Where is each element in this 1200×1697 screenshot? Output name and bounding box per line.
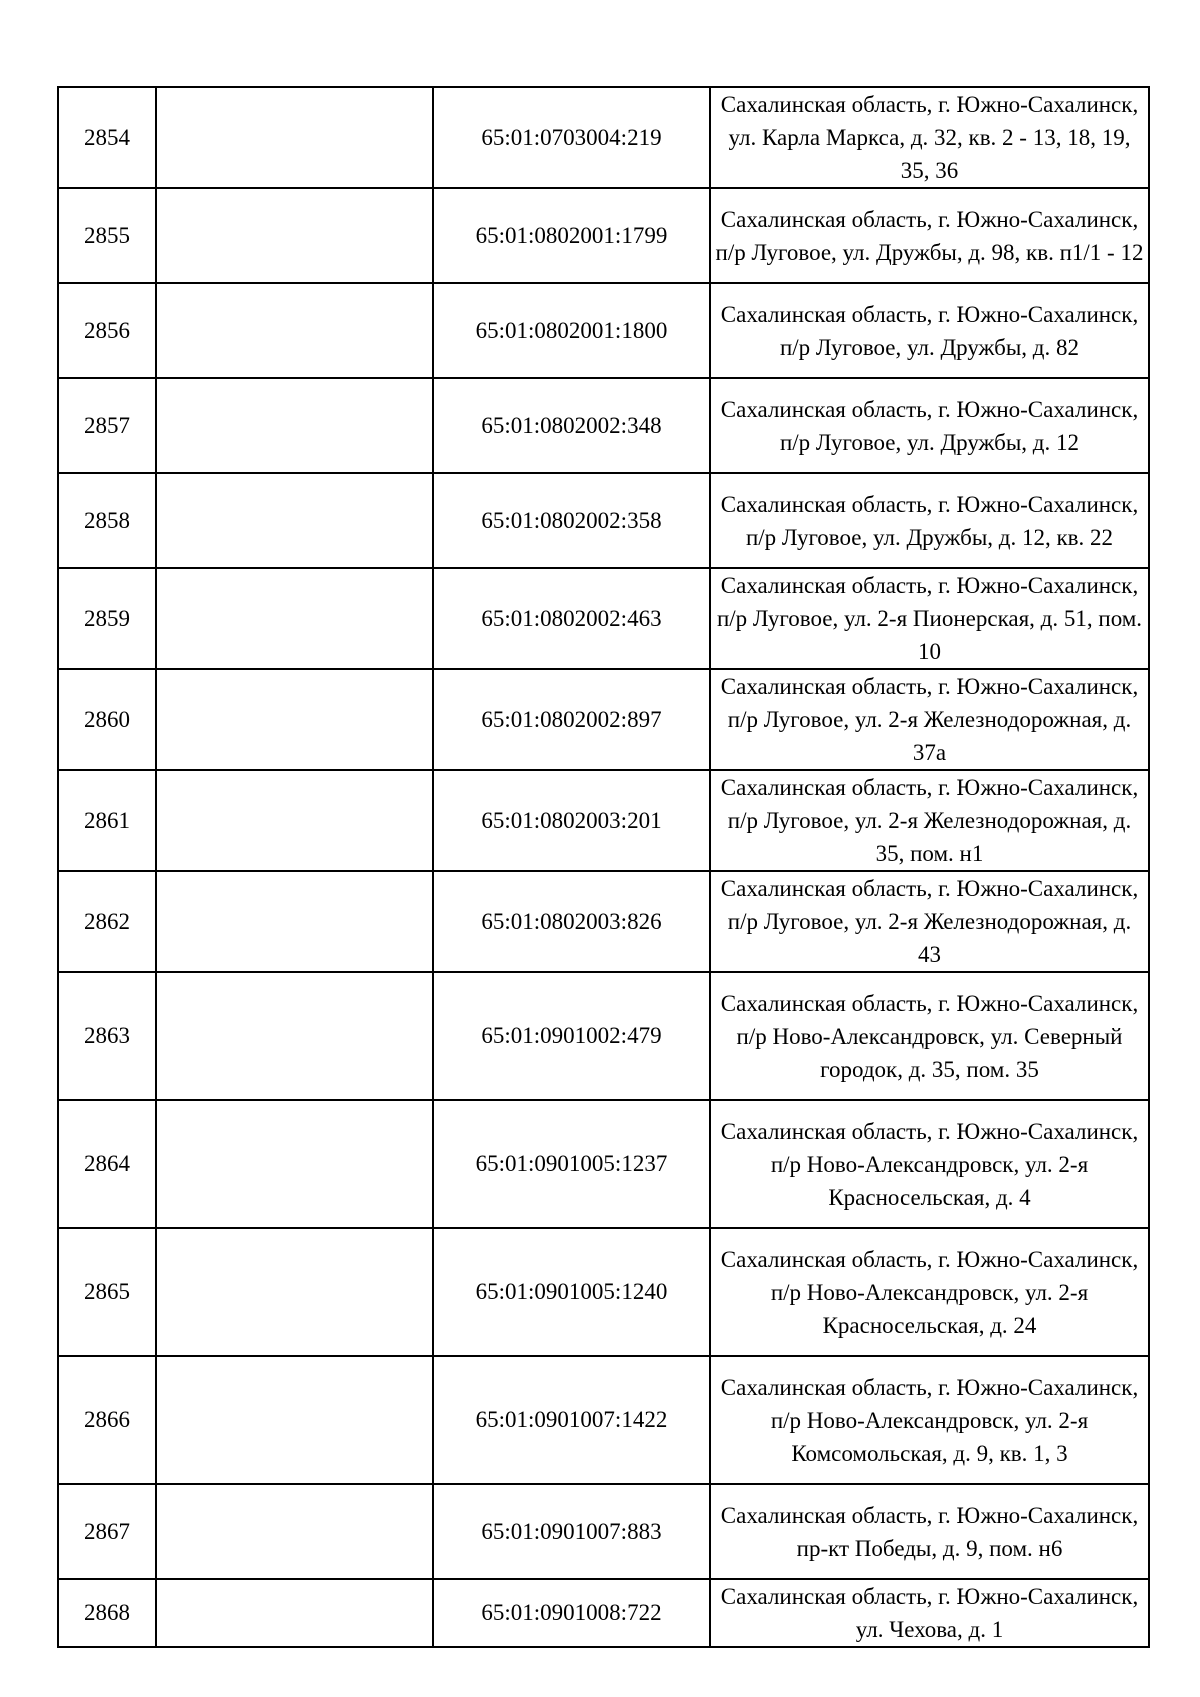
row-number: 2857 xyxy=(58,378,156,473)
object-name xyxy=(156,1356,433,1484)
object-name xyxy=(156,283,433,378)
table-row xyxy=(58,1579,1149,1647)
row-number: 2854 xyxy=(58,87,156,188)
row-number: 2856 xyxy=(58,283,156,378)
object-address: Сахалинская область, г. Южно-Сахалинск, п/р Луговое, ул. Дружбы, д. 98, кв. п1/1 - 12 xyxy=(710,188,1149,283)
object-name xyxy=(156,1579,433,1647)
row-number: 2858 xyxy=(58,473,156,568)
table-row xyxy=(58,188,1149,283)
table-row xyxy=(58,87,1149,188)
object-address: Сахалинская область, г. Южно-Сахалинск, п/р Луговое, ул. Дружбы, д. 82 xyxy=(710,283,1149,378)
cadastral-number: 65:01:0703004:219 xyxy=(433,87,710,188)
cadastral-number: 65:01:0901008:722 xyxy=(433,1579,710,1647)
cadastral-number: 65:01:0802001:1800 xyxy=(433,283,710,378)
object-name xyxy=(156,770,433,871)
object-name xyxy=(156,1484,433,1579)
object-name xyxy=(156,972,433,1100)
object-name xyxy=(156,568,433,669)
cadastral-number: 65:01:0901007:1422 xyxy=(433,1356,710,1484)
cadastral-number: 65:01:0802002:358 xyxy=(433,473,710,568)
object-address: Сахалинская область, г. Южно-Сахалинск, п/р Луговое, ул. 2-я Железнодорожная, д. 37а xyxy=(710,669,1149,770)
table-row xyxy=(58,1484,1149,1579)
object-address: Сахалинская область, г. Южно-Сахалинск, пр-кт Победы, д. 9, пом. н6 xyxy=(710,1484,1149,1579)
object-name xyxy=(156,87,433,188)
object-name xyxy=(156,871,433,972)
object-address: Сахалинская область, г. Южно-Сахалинск, ул. Чехова, д. 1 xyxy=(710,1579,1149,1647)
table-row xyxy=(58,473,1149,568)
object-address: Сахалинская область, г. Южно-Сахалинск, п/р Луговое, ул. Дружбы, д. 12, кв. 22 xyxy=(710,473,1149,568)
cadastral-number: 65:01:0802003:201 xyxy=(433,770,710,871)
table-row xyxy=(58,669,1149,770)
table-row xyxy=(58,283,1149,378)
table-row xyxy=(58,871,1149,972)
table-row xyxy=(58,1356,1149,1484)
cadastral-number: 65:01:0901005:1237 xyxy=(433,1100,710,1228)
row-number: 2860 xyxy=(58,669,156,770)
row-number: 2862 xyxy=(58,871,156,972)
object-address: Сахалинская область, г. Южно-Сахалинск, п/р Луговое, ул. 2-я Железнодорожная, д. 43 xyxy=(710,871,1149,972)
object-name xyxy=(156,1100,433,1228)
row-number: 2855 xyxy=(58,188,156,283)
row-number: 2863 xyxy=(58,972,156,1100)
row-number: 2864 xyxy=(58,1100,156,1228)
cadastral-number: 65:01:0802002:348 xyxy=(433,378,710,473)
row-number: 2859 xyxy=(58,568,156,669)
object-address: Сахалинская область, г. Южно-Сахалинск, п/р Луговое, ул. 2-я Пионерская, д. 51, пом. 10 xyxy=(710,568,1149,669)
object-address: Сахалинская область, г. Южно-Сахалинск, п/р Ново-Александровск, ул. 2-я Комсомольская, д. 9, кв. 1, 3 xyxy=(710,1356,1149,1484)
cadastral-number: 65:01:0802001:1799 xyxy=(433,188,710,283)
object-address: Сахалинская область, г. Южно-Сахалинск, ул. Карла Маркса, д. 32, кв. 2 - 13, 18, 19, 35, 36 xyxy=(710,87,1149,188)
cadastral-number: 65:01:0802003:826 xyxy=(433,871,710,972)
table-row xyxy=(58,972,1149,1100)
table-row xyxy=(58,378,1149,473)
row-number: 2867 xyxy=(58,1484,156,1579)
row-number: 2865 xyxy=(58,1228,156,1356)
object-address: Сахалинская область, г. Южно-Сахалинск, п/р Ново-Александровск, ул. 2-я Красносельская, д. 24 xyxy=(710,1228,1149,1356)
object-address: Сахалинская область, г. Южно-Сахалинск, п/р Ново-Александровск, ул. 2-я Красносельская, д. 4 xyxy=(710,1100,1149,1228)
object-name xyxy=(156,1228,433,1356)
table-row xyxy=(58,1100,1149,1228)
table-row xyxy=(58,568,1149,669)
object-name xyxy=(156,378,433,473)
object-address: Сахалинская область, г. Южно-Сахалинск, п/р Ново-Александровск, ул. Северный городок, д. 35, пом. 35 xyxy=(710,972,1149,1100)
row-number: 2861 xyxy=(58,770,156,871)
table-row xyxy=(58,1228,1149,1356)
object-name xyxy=(156,669,433,770)
cadastral-number: 65:01:0901007:883 xyxy=(433,1484,710,1579)
object-name xyxy=(156,188,433,283)
object-address: Сахалинская область, г. Южно-Сахалинск, п/р Луговое, ул. 2-я Железнодорожная, д. 35, пом. н1 xyxy=(710,770,1149,871)
object-address: Сахалинская область, г. Южно-Сахалинск, п/р Луговое, ул. Дружбы, д. 12 xyxy=(710,378,1149,473)
cadastral-number: 65:01:0802002:463 xyxy=(433,568,710,669)
row-number: 2868 xyxy=(58,1579,156,1647)
object-name xyxy=(156,473,433,568)
registry-table xyxy=(57,86,1150,1648)
table-row xyxy=(58,770,1149,871)
row-number: 2866 xyxy=(58,1356,156,1484)
cadastral-number: 65:01:0802002:897 xyxy=(433,669,710,770)
cadastral-number: 65:01:0901005:1240 xyxy=(433,1228,710,1356)
cadastral-number: 65:01:0901002:479 xyxy=(433,972,710,1100)
